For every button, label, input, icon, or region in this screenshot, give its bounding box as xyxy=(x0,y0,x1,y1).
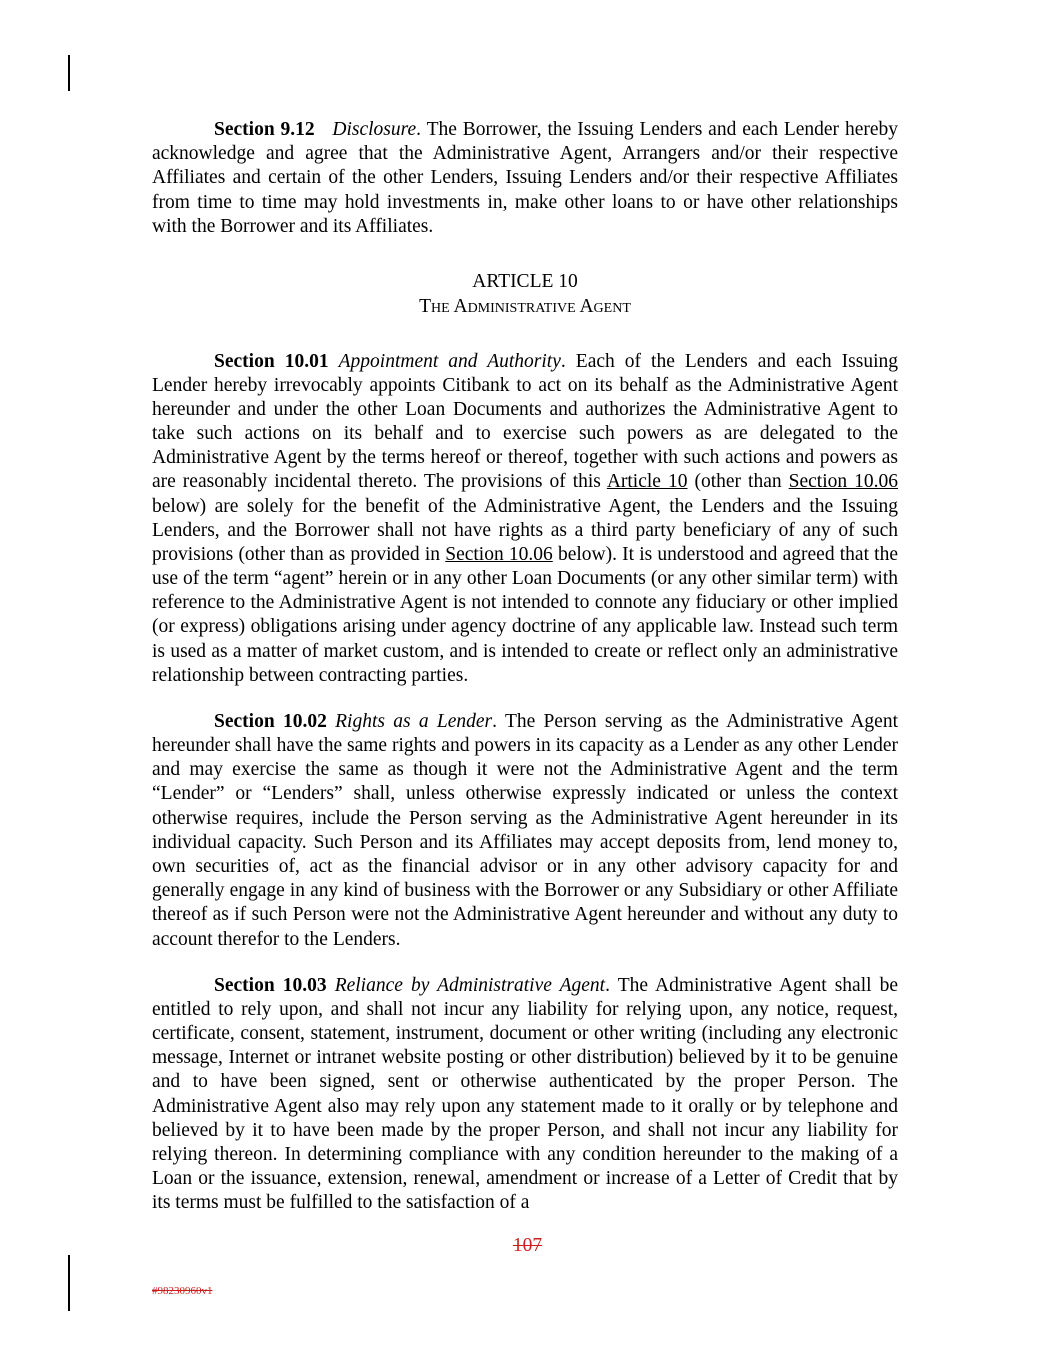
section-10-01-text-1: . Each of the Lenders and each Issuing Lender hereby irrevocably appoints Citibank to act on its behalf as the Administrative Agent hereunder and under the other Loan Documents and authorizes the Administrative Agent to take such actions on its behalf and to exercise such powers as are delegated to the Administrative Agent by the terms hereof or thereof, together with such actions and powers as are reasonably incidental thereto. The provisions of this xyxy=(152,350,898,493)
section-10-02-paragraph xyxy=(152,710,898,952)
revision-change-bar-top xyxy=(68,55,70,91)
page-content xyxy=(152,118,898,1215)
page-number: 107 xyxy=(512,1235,543,1256)
section-10-03-title: Reliance by Administrative Agent xyxy=(334,974,606,996)
section-10-03-text: . The Administrative Agent shall be entitled to rely upon, and shall not incur any liability for relying upon, any notice, request, certificate, consent, statement, instrument, document or other writing (including any electronic message, Internet or intranet website posting or other distribution) believed by it to be genuine and to have been signed, sent or otherwise authenticated by the proper Person. The Administrative Agent also may rely upon any statement made to it orally or by telephone and believed by it to have been made by the proper Person, and shall not incur any liability for relying thereon. In determining compliance with any condition hereunder to the making of a Loan or the issuance, extension, renewal, amendment or increase of a Letter of Credit that by its terms must be fulfilled to the satisfaction of a xyxy=(152,974,899,1214)
section-10-01-text-4: below). It is understood and agreed that the use of the term “agent” herein or in any other Loan Documents (or any other similar term) with reference to the Administrative Agent is not intended to connote any fiduciary or other implied (or express) obligations arising under agency doctrine of any applicable law. Instead such term is used as a matter of market custom, and is intended to create or reflect only an administrative relationship between contracting parties. xyxy=(152,543,898,686)
section-10-01-text-3: below) are solely for the benefit of the Administrative Agent, the Lenders and the Issuing Lenders, and the Borrower shall not have rights as a third party beneficiary of any of such provisions (other than as provided in xyxy=(152,495,898,565)
section-10-01-title: Appointment and Authority xyxy=(338,350,561,372)
section-10-01-number: Section 10.01 xyxy=(214,350,329,372)
document-id-stamp: #98230960v1 xyxy=(152,1285,213,1297)
cross-reference-article-10[interactable]: Article 10 xyxy=(606,471,688,493)
section-9-12-paragraph xyxy=(152,118,898,239)
section-10-02-number: Section 10.02 xyxy=(214,710,327,732)
cross-reference-section-10-06-b[interactable]: Section 10.06 xyxy=(445,543,553,565)
section-9-12-number: Section 9.12 xyxy=(214,119,315,140)
article-10-heading: ARTICLE 10 xyxy=(472,270,578,292)
section-10-01-paragraph xyxy=(152,350,898,688)
section-10-01-text-2: (other than xyxy=(687,471,789,493)
article-10-subheading: The Administrative Agent xyxy=(419,296,631,318)
section-10-03-paragraph xyxy=(152,974,898,1216)
section-10-03-number: Section 10.03 xyxy=(214,974,327,996)
section-10-02-text: . The Person serving as the Administrative Agent hereunder shall have the same rights and powers in its capacity as a Lender as any other Lender and may exercise the same as though it were not the Administrative Agent and the term “Lender” or “Lenders” shall, unless otherwise expressly indicated or unless the context otherwise requires, include the Person serving as the Administrative Agent hereunder in its individual capacity. Such Person and its Affiliates may accept deposits from, lend money to, own securities of, act as the financial advisor or in any other advisory capacity for and generally engage in any kind of business with the Borrower or any Subsidiary or other Affiliate thereof as if such Person were not the Administrative Agent hereunder and without any duty to account therefor to the Lenders. xyxy=(152,710,898,950)
cross-reference-section-10-06-a[interactable]: Section 10.06 xyxy=(788,471,899,493)
section-9-12-title: Disclosure xyxy=(332,119,417,140)
section-9-12-text: . The Borrower, the Issuing Lenders and each Lender hereby acknowledge and agree that the Administrative Agent, Arrangers and/or their respective Affiliates and certain of the other Lenders, Issuing Lenders and/or their respective Affiliates from time to time may hold investments in, make other loans to or have other relationships with the Borrower and its Affiliates. xyxy=(152,119,899,237)
revision-change-bar-bottom xyxy=(68,1255,70,1311)
section-10-02-title: Rights as a Lender xyxy=(335,710,493,732)
